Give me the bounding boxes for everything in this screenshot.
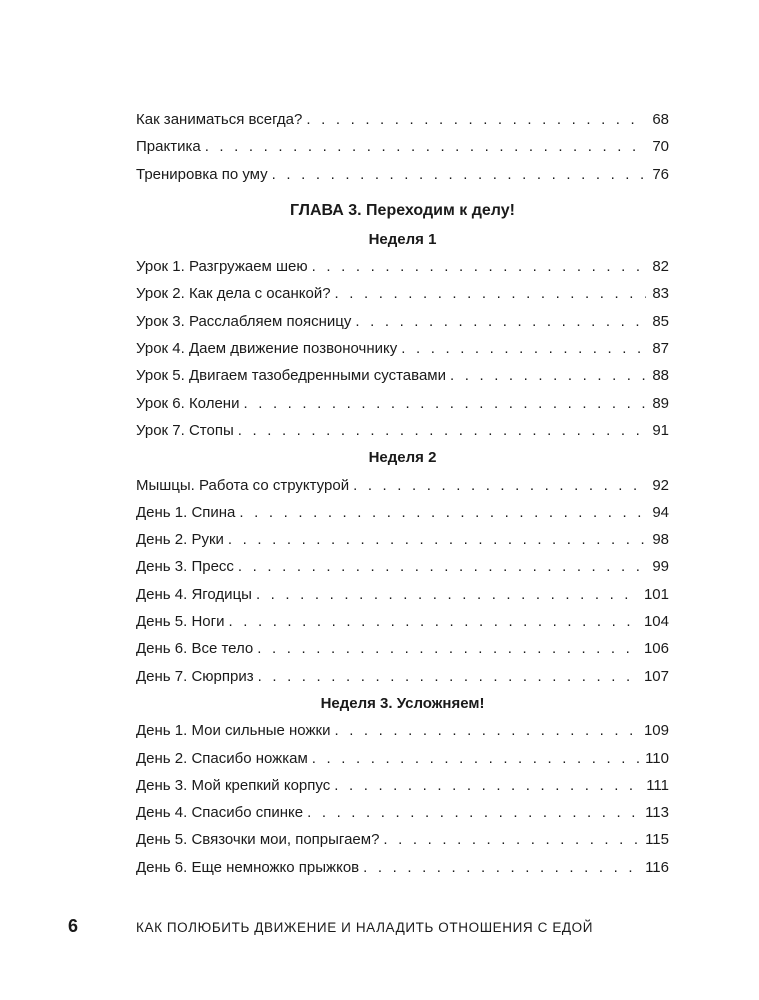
toc-entry-title: День 3. Пресс	[136, 558, 234, 576]
page-number: 6	[68, 916, 79, 936]
toc-leader-dots	[450, 362, 646, 389]
toc-entry	[136, 745, 669, 772]
toc-entry-title: День 5. Ноги	[136, 613, 225, 631]
toc-entry-title: Как заниматься всегда?	[136, 111, 303, 128]
toc-entry-title: День 1. Мои сильные ножки	[136, 722, 331, 740]
toc-entry-page: 104	[643, 613, 669, 631]
toc-entry-page: 85	[652, 312, 669, 330]
toc-entry-page: 98	[652, 531, 669, 549]
toc-leader-dots	[256, 581, 638, 608]
toc-leader-dots	[307, 799, 639, 826]
toc-entry-page: 94	[652, 503, 669, 521]
toc-leader-dots	[257, 635, 638, 662]
toc-entry-title: Практика	[136, 138, 201, 156]
toc-entry	[136, 308, 669, 335]
toc-entry	[136, 253, 669, 280]
toc-entry-title: Тренировка по уму	[136, 165, 268, 183]
toc-leader-dots	[312, 253, 647, 280]
toc-entry-page: 115	[645, 831, 669, 849]
toc-leader-dots	[353, 472, 646, 499]
chapter-heading: ГЛАВА 3. Переходим к делу!	[290, 201, 515, 219]
toc-entry-title: День 2. Руки	[136, 531, 224, 549]
toc-entry-title: День 1. Спина	[136, 503, 236, 521]
toc-entry-page: 101	[643, 585, 669, 603]
toc-entry	[136, 499, 669, 526]
toc-entry-page: 116	[645, 858, 669, 876]
toc-leader-dots	[272, 161, 647, 188]
toc-entry-page: 109	[643, 722, 669, 740]
toc-entry-page: 113	[645, 804, 669, 822]
toc-leader-dots	[335, 280, 647, 307]
toc-entry	[136, 133, 669, 160]
toc-entry-page: 68	[652, 111, 669, 128]
toc-leader-dots	[238, 417, 647, 444]
week-heading: Неделя 2	[368, 449, 437, 467]
toc-leader-dots	[334, 772, 640, 799]
page-footer	[68, 916, 708, 937]
toc-leader-dots	[355, 308, 646, 335]
toc-entry	[136, 663, 669, 690]
toc-entry-page: 92	[652, 476, 669, 494]
table-of-contents	[136, 106, 669, 881]
running-title: КАК ПОЛЮБИТЬ ДВИЖЕНИЕ И НАЛАДИТЬ ОТНОШЕНИЯ С ЕДОЙ	[136, 920, 594, 935]
toc-entry-title: Урок 2. Как дела с осанкой?	[136, 285, 331, 303]
toc-leader-dots	[334, 717, 638, 744]
toc-entry-page: 76	[652, 165, 669, 183]
week-heading: Неделя 1	[368, 230, 437, 248]
toc-entry	[136, 106, 669, 133]
toc-entry	[136, 472, 669, 499]
toc-entry-title: День 2. Спасибо ножкам	[136, 749, 308, 767]
toc-leader-dots	[401, 335, 646, 362]
toc-entry-page: 99	[652, 558, 669, 576]
toc-entry-title: Урок 4. Даем движение позвоночнику	[136, 340, 398, 358]
toc-entry-page: 82	[652, 258, 669, 276]
toc-entry	[136, 390, 669, 417]
toc-leader-dots	[312, 745, 639, 772]
toc-entry-title: День 7. Сюрприз	[136, 667, 254, 685]
toc-entry-title: Урок 3. Расслабляем поясницу	[136, 312, 352, 330]
toc-entry-page: 111	[646, 776, 669, 794]
toc-leader-dots	[363, 854, 639, 881]
toc-leader-dots	[205, 133, 647, 160]
toc-leader-dots	[228, 526, 646, 553]
toc-leader-dots	[306, 106, 646, 133]
toc-entry	[136, 417, 669, 444]
toc-leader-dots	[243, 390, 646, 417]
toc-entry-title: День 4. Спасибо спинке	[136, 804, 304, 822]
toc-entry	[136, 635, 669, 662]
toc-leader-dots	[383, 826, 639, 853]
toc-entry-page: 89	[652, 394, 669, 412]
toc-entry	[136, 608, 669, 635]
toc-entry	[136, 717, 669, 744]
toc-entry	[136, 581, 669, 608]
toc-entry	[136, 161, 669, 188]
toc-entry-page: 110	[645, 749, 669, 767]
toc-entry	[136, 826, 669, 853]
toc-entry-title: Урок 5. Двигаем тазобедренными суставами	[136, 367, 446, 385]
toc-leader-dots	[228, 608, 637, 635]
toc-entry	[136, 553, 669, 580]
toc-entry	[136, 280, 669, 307]
toc-entry-title: Урок 1. Разгружаем шею	[136, 258, 308, 276]
toc-entry-title: День 5. Связочки мои, попрыгаем?	[136, 831, 380, 849]
toc-entry-page: 83	[652, 285, 669, 303]
toc-entry-title: Мышцы. Работа со структурой	[136, 476, 350, 494]
toc-entry-title: Урок 7. Стопы	[136, 421, 234, 439]
toc-entry-page: 70	[652, 138, 669, 156]
toc-entry-page: 106	[643, 640, 669, 658]
toc-entry-page: 88	[652, 367, 669, 385]
toc-entry-title: День 6. Еще немножко прыжков	[136, 858, 360, 876]
toc-entry-page: 107	[643, 667, 669, 685]
toc-entry-title: День 3. Мой крепкий корпус	[136, 776, 331, 794]
toc-entry-title: День 6. Все тело	[136, 640, 254, 658]
toc-entry	[136, 362, 669, 389]
toc-leader-dots	[258, 663, 638, 690]
toc-entry	[136, 772, 669, 799]
week-heading: Неделя 3. Усложняем!	[320, 694, 485, 712]
toc-entry	[136, 335, 669, 362]
toc-entry	[136, 799, 669, 826]
toc-entry	[136, 854, 669, 881]
toc-leader-dots	[238, 553, 646, 580]
toc-entry-title: Урок 6. Колени	[136, 394, 240, 412]
toc-leader-dots	[239, 499, 646, 526]
toc-entry-title: День 4. Ягодицы	[136, 585, 252, 603]
toc-entry-page: 87	[652, 340, 669, 358]
toc-entry-page: 91	[652, 421, 669, 439]
toc-entry	[136, 526, 669, 553]
